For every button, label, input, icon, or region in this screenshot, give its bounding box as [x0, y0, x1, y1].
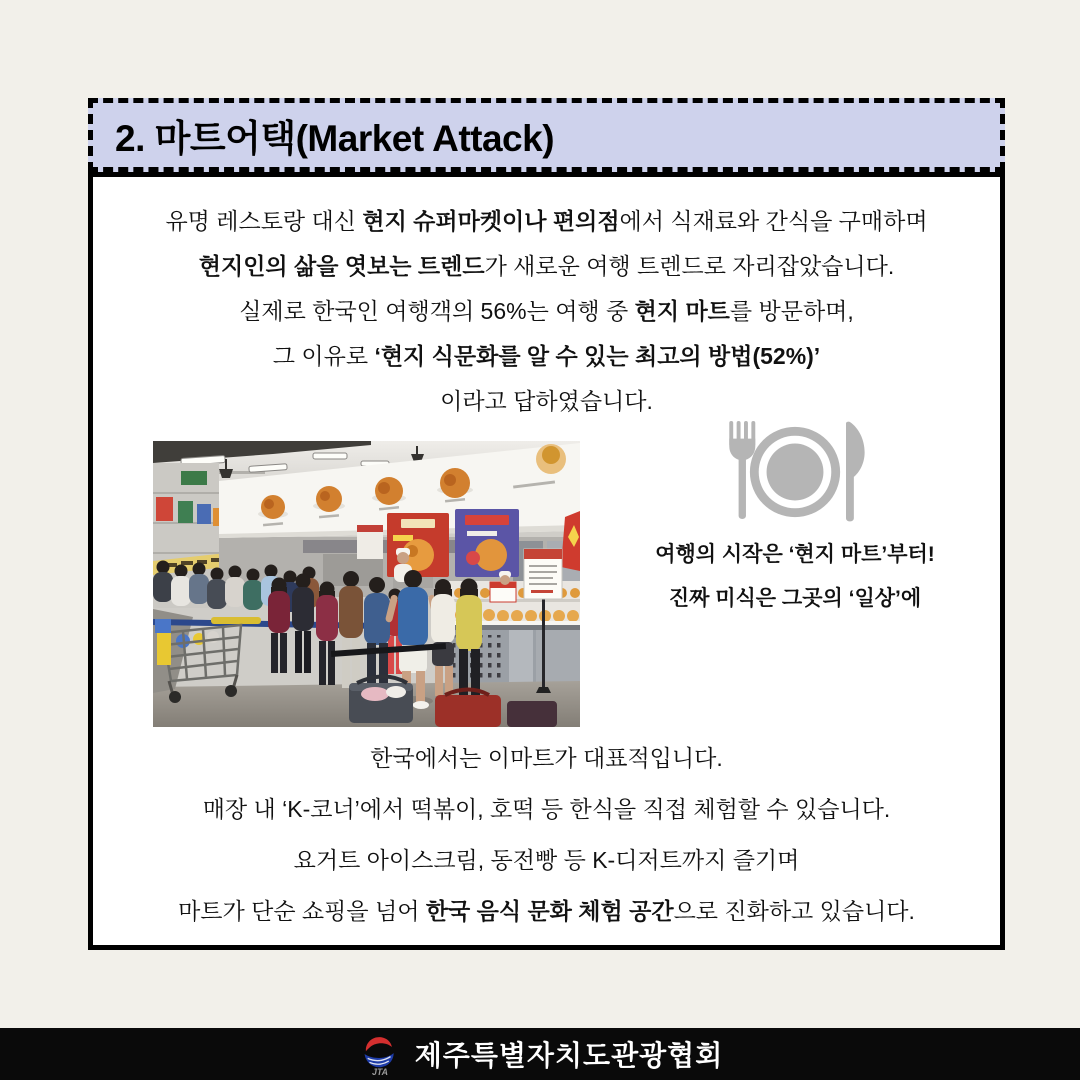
- jta-logo: [357, 1032, 403, 1076]
- knife-icon: [846, 422, 865, 522]
- highlight-text: 한국 음식 문화 체험 공간: [425, 898, 674, 924]
- highlight-text: ‘현지 식문화를 알 수 있는 최고의 방법(52%)’: [374, 343, 821, 369]
- intro-line: 이라고 답하였습니다.: [440, 388, 653, 414]
- section-title: 2. 마트어택(Market Attack): [115, 118, 555, 159]
- intro-paragraph: [93, 199, 1000, 424]
- footer-bar: [0, 1028, 1080, 1080]
- content-card: [88, 172, 1005, 950]
- jta-logo-text: JTA: [371, 1067, 388, 1076]
- highlight-text: 현지인의 삶을 엿보는 트렌드: [198, 253, 485, 279]
- intro-line: 현지인의 삶을 엿보는 트렌드가 새로운 여행 트렌드로 자리잡았습니다.: [198, 253, 895, 279]
- outro-paragraph: [93, 733, 1000, 937]
- section-header: [88, 98, 1005, 172]
- dining-callout: [585, 421, 1005, 621]
- footer-org-name: 제주특별자치도관광협회: [414, 1040, 724, 1071]
- dining-icon: [721, 421, 869, 523]
- callout-line-2: 진짜 미식은 그곳의 ‘일상’에: [668, 587, 922, 610]
- highlight-text: 현지 슈퍼마켓이나 편의점: [362, 208, 620, 234]
- supermarket-photo-illustration: [153, 441, 580, 727]
- supermarket-photo: [153, 441, 580, 727]
- intro-line: 그 이유로 ‘현지 식문화를 알 수 있는 최고의 방법(52%)’: [272, 343, 821, 369]
- callout-line-1: 여행의 시작은 ‘현지 마트’부터!: [655, 543, 935, 566]
- intro-line: 실제로 한국인 여행객의 56%는 여행 중 현지 마트를 방문하며,: [239, 298, 854, 324]
- outro-line: 한국에서는 이마트가 대표적입니다.: [370, 745, 723, 771]
- outro-line: 마트가 단순 쇼핑을 넘어 한국 음식 문화 체험 공간으로 진화하고 있습니다.: [178, 898, 915, 924]
- highlight-text: 현지 마트: [634, 298, 730, 324]
- intro-line: 유명 레스토랑 대신 현지 슈퍼마켓이나 편의점에서 식재료와 간식을 구매하며: [165, 208, 928, 234]
- plate-icon: [750, 427, 840, 517]
- outro-line: 요거트 아이스크림, 동전빵 등 K-디저트까지 즐기며: [293, 847, 800, 873]
- outro-line: 매장 내 ‘K-코너’에서 떡볶이, 호떡 등 한식을 직접 체험할 수 있습니다.: [202, 796, 891, 822]
